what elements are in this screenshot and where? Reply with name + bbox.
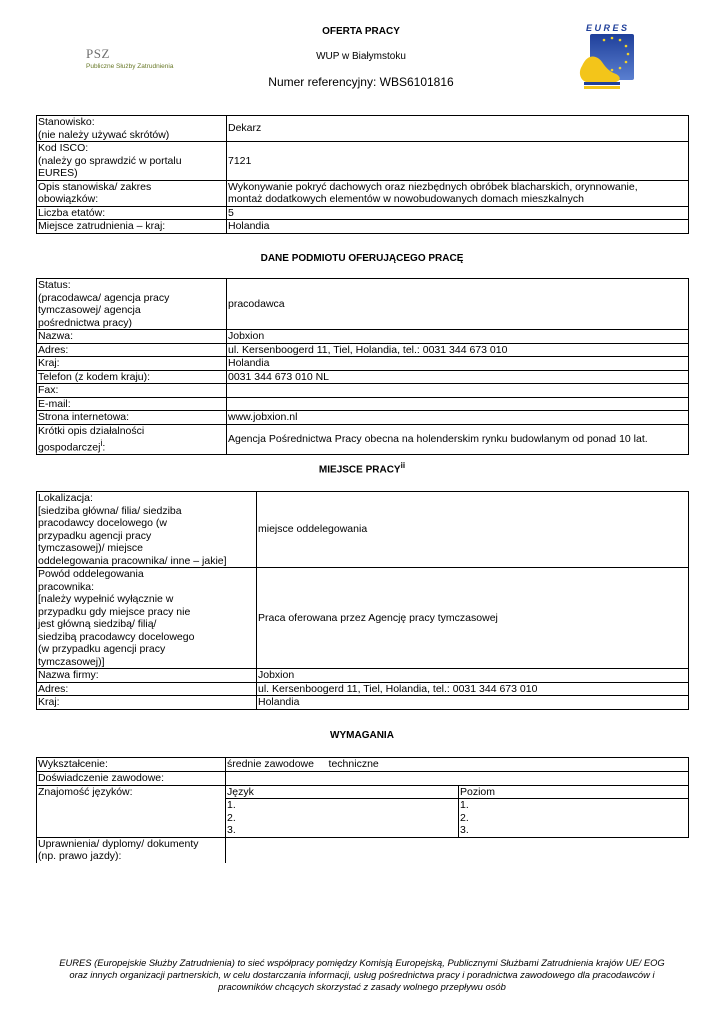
- language-column-header: Język: [226, 785, 459, 799]
- activity-label-text: Krótki opis działalności gospodarczej: [38, 424, 145, 454]
- description-label: Opis stanowiska/ zakres obowiązków:: [37, 180, 227, 206]
- table-row: [37, 568, 689, 669]
- table-row: [37, 411, 689, 425]
- activity-label: [37, 424, 227, 455]
- experience-label: Doświadczenie zawodowe:: [37, 772, 226, 786]
- reason-label: Powód oddelegowania pracownika: [należy wypełnić wyłącznie w przypadku gdy miejsce pracy nie jest główną siedzibą/ filią/ siedzibą pracodawcy docelowego (w przypadku agencji pracy tymczasowej)]: [37, 568, 257, 669]
- table-row: [37, 142, 689, 181]
- email-label: E-mail:: [37, 397, 227, 411]
- phone-value: 0031 344 673 010 NL: [227, 370, 689, 384]
- table-row: [37, 279, 689, 330]
- fax-value: [227, 384, 689, 398]
- table-row: [37, 669, 689, 683]
- table-row: [37, 682, 689, 696]
- licenses-value: [226, 837, 689, 863]
- table-row: [37, 785, 689, 799]
- psz-logo: [86, 46, 173, 70]
- status-value: pracodawca: [227, 279, 689, 330]
- document-header: [200, 26, 522, 89]
- country-label: Miejsce zatrudnienia – kraj:: [37, 220, 227, 234]
- requirements-section-title: WYMAGANIA: [330, 730, 394, 741]
- table-row: [37, 758, 689, 772]
- psz-logo-subtitle: Publiczne Służby Zatrudnienia: [86, 63, 174, 70]
- licenses-label: Uprawnienia/ dyplomy/ dokumenty (np. prawo jazdy):: [37, 837, 226, 863]
- address-label: Adres:: [37, 682, 257, 696]
- address-label: Adres:: [37, 343, 227, 357]
- workplace-table: [36, 491, 689, 710]
- table-row: [37, 116, 689, 142]
- requirements-table: [36, 757, 689, 863]
- name-value: Jobxion: [227, 330, 689, 344]
- table-row: [37, 837, 689, 863]
- country-value: Holandia: [257, 696, 689, 710]
- activity-value: Agencja Pośrednictwa Pracy obecna na holenderskim rynku budowlanym od ponad 10 lat.: [227, 424, 689, 455]
- country-label: Kraj:: [37, 696, 257, 710]
- employer-table: [36, 278, 689, 455]
- position-value: Dekarz: [227, 116, 689, 142]
- table-row: [37, 330, 689, 344]
- document-title: OFERTA PRACY: [322, 26, 400, 37]
- languages-label: Znajomość języków:: [37, 785, 226, 837]
- education-label: Wykształcenie:: [37, 758, 226, 772]
- workplace-title-text: MIEJSCE PRACY: [318, 464, 401, 476]
- table-row: [37, 357, 689, 371]
- table-row: [37, 397, 689, 411]
- education-value: średnie zawodowe techniczne: [226, 758, 689, 772]
- isco-value: 7121: [227, 142, 689, 181]
- reason-value: Praca oferowana przez Agencję pracy tymczasowej: [257, 568, 689, 669]
- table-row: [37, 424, 689, 455]
- eures-logo: [576, 22, 642, 92]
- employer-section-title: DANE PODMIOTU OFERUJĄCEGO PRACĘ: [260, 253, 464, 264]
- phone-label: Telefon (z kodem kraju):: [37, 370, 227, 384]
- language-list: 1. 2. 3.: [226, 799, 459, 838]
- country-value: Holandia: [227, 220, 689, 234]
- table-row: [37, 370, 689, 384]
- location-label: Lokalizacja: [siedziba główna/ filia/ siedziba pracodawcy docelowego (w przypadku agencji pracy tymczasowej)/ miejsce oddelegowania pracownika/ inne – jakie]: [37, 492, 257, 568]
- status-label: Status: (pracodawca/ agencja pracy tymczasowej/ agencja pośrednictwa pracy): [37, 279, 227, 330]
- name-label: Nazwa:: [37, 330, 227, 344]
- table-row: [37, 696, 689, 710]
- country-label: Kraj:: [37, 357, 227, 371]
- table-row: [37, 492, 689, 568]
- table-row: [37, 343, 689, 357]
- experience-value: [226, 772, 689, 786]
- address-value: ul. Kersenboogerd 11, Tiel, Holandia, tel.: 0031 344 673 010: [257, 682, 689, 696]
- table-row: [37, 384, 689, 398]
- job-table: [36, 115, 689, 234]
- footnote-marker: i: [100, 438, 103, 448]
- office-name: WUP w Białymstoku: [316, 51, 406, 62]
- fax-label: Fax:: [37, 384, 227, 398]
- level-column-header: Poziom: [459, 785, 689, 799]
- table-row: [37, 772, 689, 786]
- description-value: Wykonywanie pokryć dachowych oraz niezbędnych obróbek blacharskich, orynnowanie, montaż dodatkowych elementów w nowobudowanych domach mieszkalnych: [227, 180, 689, 206]
- isco-label: Kod ISCO: (należy go sprawdzić w portalu EURES): [37, 142, 227, 181]
- table-row: [37, 206, 689, 220]
- footnote-marker: ii: [400, 461, 406, 470]
- email-value: [227, 397, 689, 411]
- table-row: [37, 220, 689, 234]
- company-label: Nazwa firmy:: [37, 669, 257, 683]
- count-label: Liczba etatów:: [37, 206, 227, 220]
- company-value: Jobxion: [257, 669, 689, 683]
- website-label: Strona internetowa:: [37, 411, 227, 425]
- reference-number: Numer referencyjny: WBS6101816: [268, 75, 454, 89]
- footer-note: EURES (Europejskie Służby Zatrudnienia) to sieć współpracy pomiędzy Komisją Europejską, Publicznymi Służbami Zatrudnienia krajów UE/ EOG oraz innych organizacji partnerskich, w celu dostarczania informacji, usług pośrednictwa pracy i poradnictwa zawodowego dla pracodawców i pracowników chcących skorzystać z zasady wolnego przepływu osób: [59, 957, 665, 992]
- table-row: [37, 180, 689, 206]
- workplace-section-title: [36, 461, 688, 475]
- eures-logo-text: E U R E S: [586, 23, 628, 33]
- website-value: www.jobxion.nl: [227, 411, 689, 425]
- activity-colon: :: [102, 441, 106, 454]
- psz-logo-text: PSZ: [86, 46, 110, 61]
- location-value: miejsce oddelegowania: [257, 492, 689, 568]
- level-list: 1. 2. 3.: [459, 799, 689, 838]
- country-value: Holandia: [227, 357, 689, 371]
- position-label: Stanowisko: (nie należy używać skrótów): [37, 116, 227, 142]
- count-value: 5: [227, 206, 689, 220]
- address-value: ul. Kersenboogerd 11, Tiel, Holandia, tel.: 0031 344 673 010: [227, 343, 689, 357]
